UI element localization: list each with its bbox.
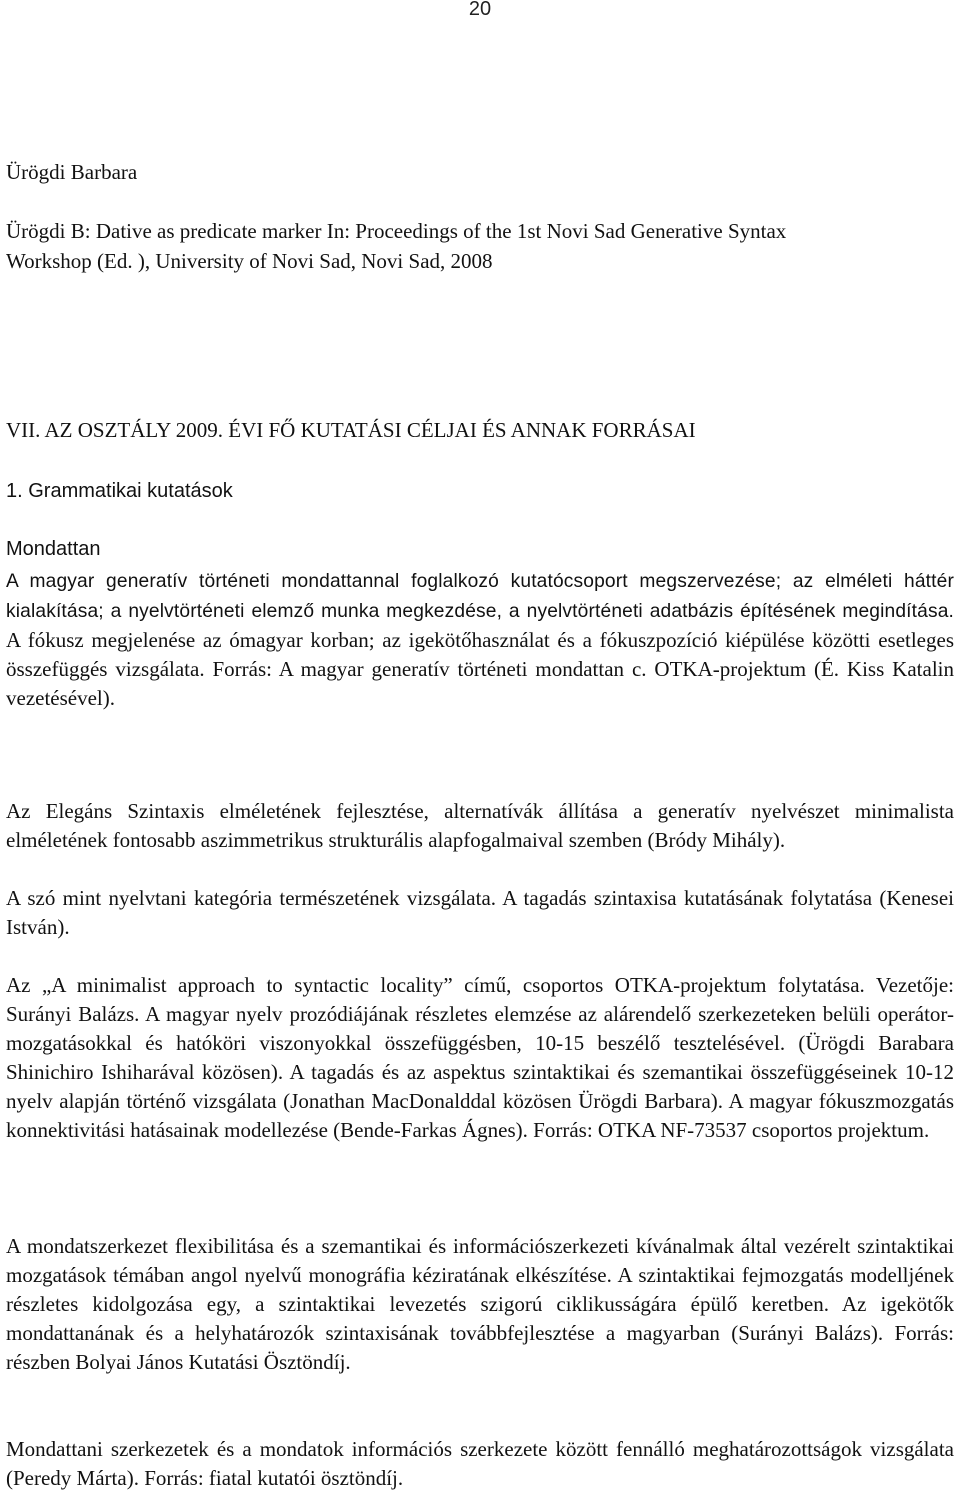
paragraph-mondattan xyxy=(6,566,954,713)
citation-line-1: Ürögdi B: Dative as predicate marker In: Proceedings of the 1st Novi Sad Generative Syntax xyxy=(6,219,787,243)
paragraph-mondattan-sans: A magyar generatív történeti mondattannal foglalkozó kutatócsoport megszervezése; az elméleti háttér kialakítása; a nyelvtörténeti elemző munka megkezdése, a nyelvtörténeti adatbázis építésének megindítása. xyxy=(6,571,954,622)
paragraph-szo-kategoria: A szó mint nyelvtani kategória természetének vizsgálata. A tagadás szintaxisa kutatásának folytatása (Kenesei István). xyxy=(6,886,954,939)
paragraph-mondattan-serif: A fókusz megjelenése az ómagyar korban; az igekötőhasználat és a fókuszpozíció kiépülése közötti esetleges összefüggés vizsgálata. Forrás: A magyar generatív történeti mondattan c. OTKA-projektum (É. Kiss Katalin vezetésével). xyxy=(6,628,954,710)
sub-heading: 1. Grammatikai kutatások xyxy=(6,480,233,502)
topic-label: Mondattan xyxy=(6,538,101,560)
paragraph-otka-locality: Az „A minimalist approach to syntactic locality” című, csoportos OTKA-projektum folytatása. Vezetője: Surányi Balázs. A magyar nyelv prozódiájának részletes elemzése az alárendelő szerkezeteken belüli operátor-mozgatásokkal és hatóköri viszonyokkal összefüggésben, 10-15 beszélő tesztelésével. (Ürögdi Barabara Shinichiro Ishiharával közösen). A tagadás és az aspektus szintaktikai és szemantikai összefüggéseinek 10-12 nyelv alapján történő vizsgálata (Jonathan MacDonalddal közösen Ürögdi Barbara). A magyar fókuszmozgatás konnektivitási hatásainak modellezése (Bende-Farkas Ágnes). Forrás: OTKA NF-73537 csoportos projektum. xyxy=(6,973,954,1142)
paragraph-informacios-szerkezet: Mondattani szerkezetek és a mondatok információs szerkezete között fennálló meghatározottságok vizsgálata (Peredy Márta). Forrás: fiatal kutatói ösztöndíj. xyxy=(6,1437,954,1490)
section-heading: VII. AZ OSZTÁLY 2009. ÉVI FŐ KUTATÁSI CÉLJAI ÉS ANNAK FORRÁSAI xyxy=(6,418,696,442)
citation-line-2: Workshop (Ed. ), University of Novi Sad, Novi Sad, 2008 xyxy=(6,249,493,273)
page-number: 20 xyxy=(468,0,492,20)
citation xyxy=(6,216,954,276)
paragraph-elegans-szintaxis: Az Elegáns Szintaxis elméletének fejlesztése, alternatívák állítása a generatív nyelvészet minimalista elméletének fontosabb aszimmetrikus strukturális alapfogalmaival szemben (Bródy Mihály). xyxy=(6,799,954,852)
paragraph-mondatszerkezet: A mondatszerkezet flexibilitása és a szemantikai és információszerkezeti kívánalmak által vezérelt szintaktikai mozgatások témában angol nyelvű monográfia kéziratának elkészítése. A szintaktikai fejmozgatás modelljének részletes kidolgozása egy, a szintaktikai levezetés szigorú ciklikusságára épülő keretben. Az igekötők mondattanának és a helyhatározók szintaxisának továbbfejlesztése a magyarban (Surányi Balázs). Forrás: részben Bolyai János Kutatási Ösztöndíj. xyxy=(6,1234,954,1374)
author-name: Ürögdi Barbara xyxy=(6,160,138,184)
